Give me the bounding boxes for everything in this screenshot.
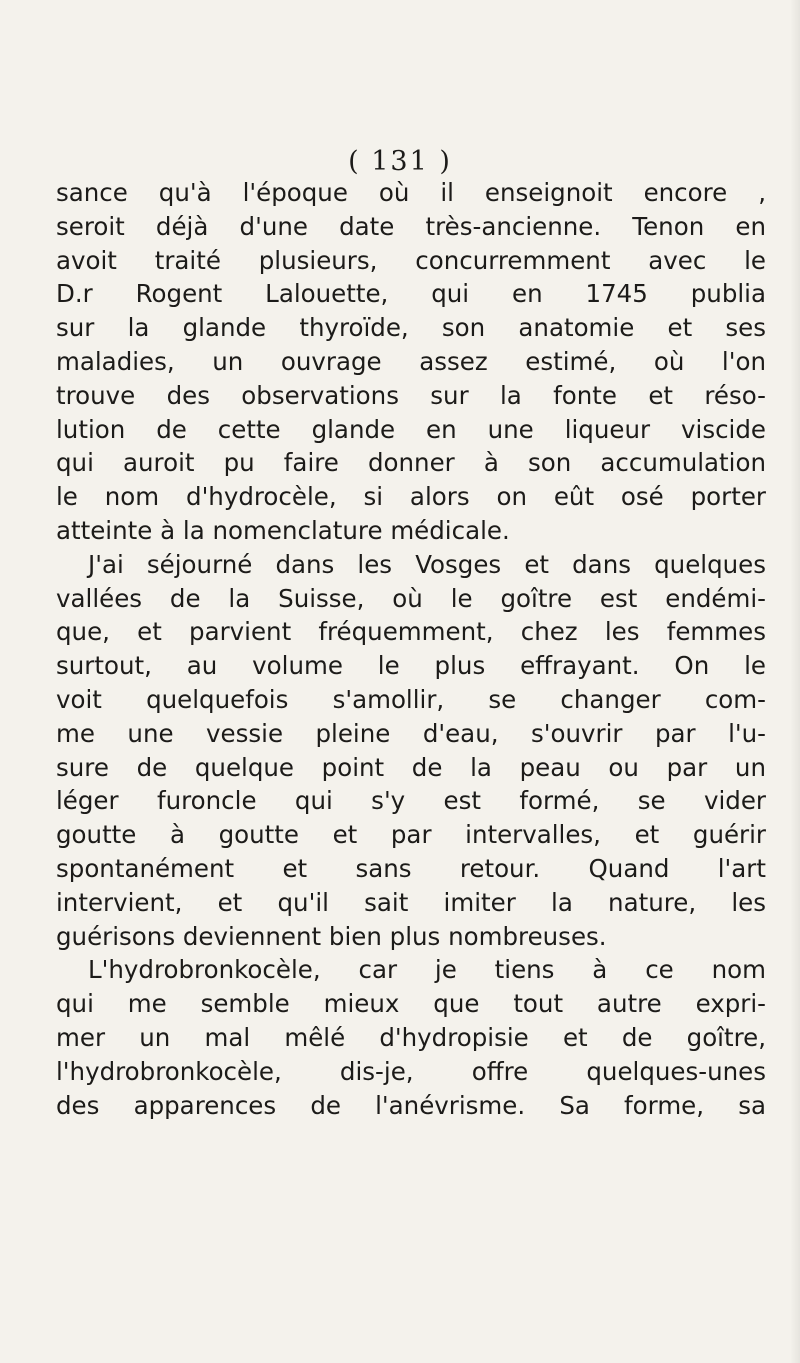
text-line: surtout, au volume le plus effrayant. On le <box>56 651 766 681</box>
text-line: léger furoncle qui s'y est formé, se vider <box>56 786 766 816</box>
text-line: que, et parvient fréquemment, chez les femmes <box>56 617 766 647</box>
text-line: trouve des observations sur la fonte et réso- <box>56 380 766 410</box>
text-line: me une vessie pleine d'eau, s'ouvrir par l'u- <box>56 718 766 748</box>
text-line: le nom d'hydrocèle, si alors on eût osé porter <box>56 482 766 512</box>
text-line: qui me semble mieux que tout autre expri- <box>56 989 766 1019</box>
text-line: D.r Rogent Lalouette, qui en 1745 publia <box>56 279 766 309</box>
text-line: maladies, un ouvrage assez estimé, où l'on <box>56 346 766 376</box>
text-line: avoit traité plusieurs, concurremment avec le <box>56 245 766 275</box>
text-line: lution de cette glande en une liqueur viscide <box>56 414 766 444</box>
text-line: sure de quelque point de la peau ou par un <box>56 752 766 782</box>
text-line: sur la glande thyroïde, son anatomie et ses <box>56 313 766 343</box>
text-line: voit quelquefois s'amollir, se changer com- <box>56 684 766 714</box>
text-line: mer un mal mêlé d'hydropisie et de goître, <box>56 1022 766 1052</box>
text-line: sance qu'à l'époque où il enseignoit encore , <box>56 178 766 207</box>
page-number: ( 131 ) <box>348 146 452 177</box>
text-line: spontanément et sans retour. Quand l'art <box>56 853 766 883</box>
text-line: vallées de la Suisse, où le goître est endémi- <box>56 583 766 613</box>
text-line: intervient, et qu'il sait imiter la nature, les <box>56 887 766 917</box>
text-line: goutte à goutte et par intervalles, et guérir <box>56 820 766 850</box>
text-line: seroit déjà d'une date très-ancienne. Tenon en <box>56 211 766 241</box>
text-line: atteinte à la nomenclature médicale. <box>56 515 510 545</box>
text-line: qui auroit pu faire donner à son accumulation <box>56 448 766 478</box>
body-text <box>56 176 766 1122</box>
text-line: des apparences de l'anévrisme. Sa forme, sa <box>56 1090 766 1120</box>
text-line: J'ai séjourné dans les Vosges et dans quelques <box>88 549 766 579</box>
text-line: l'hydrobronkocèle, dis-je, offre quelques-unes <box>56 1056 766 1086</box>
text-line: L'hydrobronkocèle, car je tiens à ce nom <box>88 955 766 985</box>
text-line: guérisons deviennent bien plus nombreuses. <box>56 921 607 951</box>
